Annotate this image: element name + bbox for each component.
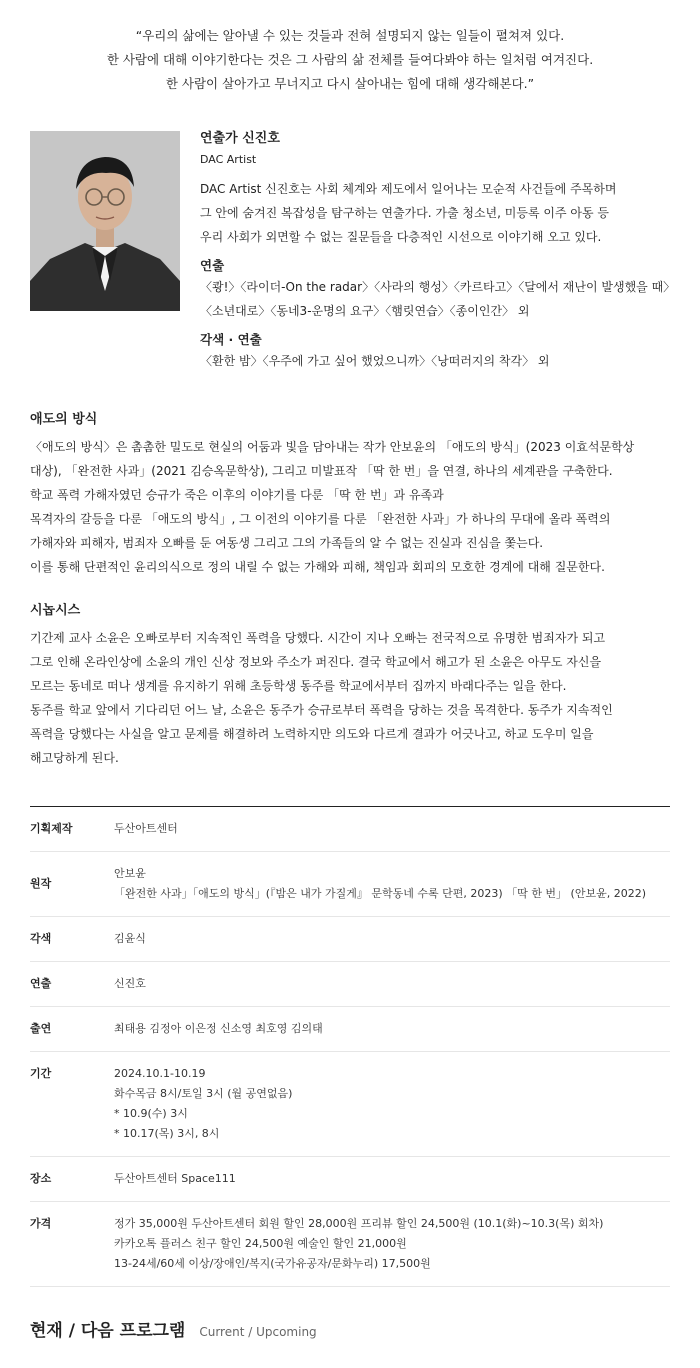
info-value: [114, 974, 146, 994]
info-value-line: 정가 35,000원 두산아트센터 회원 할인 28,000원 프리뷰 할인 24,500원 (10.1(화)~10.3(목) 회차): [114, 1217, 604, 1230]
synopsis-text: [30, 626, 675, 770]
text-line: 목격자의 갈등을 다룬 「애도의 방식」, 그 이전의 이야기를 다룬 「완전한 사과」가 하나의 무대에 올라 폭력의: [30, 512, 611, 526]
info-label: 연출: [30, 977, 52, 990]
directing-heading: 연출: [200, 258, 225, 273]
info-value-line: * 10.9(수) 3시: [114, 1107, 188, 1120]
adapt-heading: 각색 · 연출: [200, 332, 262, 347]
info-value-line: 신진호: [114, 977, 146, 990]
info-label: 장소: [30, 1172, 52, 1185]
artist-info: [200, 131, 675, 373]
bio-line: DAC Artist 신진호는 사회 체계와 제도에서 일어나는 모순적 사건들에 주목하며: [200, 182, 617, 196]
bio-line: 그 안에 숨겨진 복잡성을 탐구하는 연출가다. 가출 청소년, 미등록 이주 아동 등: [200, 206, 609, 220]
artist-portrait: [30, 131, 180, 311]
synopsis-heading: 시놉시스: [30, 603, 81, 618]
info-label: 기간: [30, 1067, 52, 1080]
info-value-line: 13-24세/60세 이상/장애인/복지(국가유공자/문화누리) 17,500원: [114, 1257, 431, 1270]
info-label: 기획제작: [30, 822, 73, 835]
program-section-title: 현재 / 다음 프로그램: [30, 1321, 186, 1341]
info-value-line: 김윤식: [114, 932, 146, 945]
artist-role: DAC Artist: [200, 153, 257, 166]
text-line: 기간제 교사 소윤은 오빠로부터 지속적인 폭력을 당했다. 시간이 지나 오빠는 전국적으로 유명한 범죄자가 되고: [30, 631, 606, 645]
artist-photo-image: [30, 131, 180, 311]
text-line: 폭력을 당했다는 사실을 알고 문제를 해결하려 노력하지만 의도와 다르게 결과가 어긋나고, 하교 도우미 일을: [30, 727, 594, 741]
text-line: 가해자와 피해자, 범죄자 오빠를 둔 여동생 그리고 그의 가족들의 알 수 없는 진실과 진심을 쫓는다.: [30, 536, 544, 550]
production-info-table: [30, 806, 670, 1287]
quote-line: “우리의 삶에는 알아낼 수 있는 것들과 전혀 설명되지 않는 일들이 펼쳐져 있다.: [135, 28, 565, 43]
info-value: [114, 1064, 292, 1144]
info-row-venue: [30, 1157, 670, 1202]
text-line: 해고당하게 된다.: [30, 751, 119, 765]
info-value: [114, 929, 146, 949]
info-value: [114, 1019, 323, 1039]
quote-line: 한 사람이 살아가고 무너지고 다시 살아내는 힘에 대해 생각해본다.”: [165, 76, 535, 91]
info-value-line: 2024.10.1-10.19: [114, 1067, 206, 1080]
info-value-line: * 10.17(목) 3시, 8시: [114, 1127, 220, 1140]
synopsis-section: [30, 602, 675, 770]
info-value: [114, 1169, 236, 1189]
info-label: 각색: [30, 932, 52, 945]
info-value-line: 두산아트센터 Space111: [114, 1172, 236, 1185]
info-value-line: 「완전한 사과」「애도의 방식」(『밤은 내가 가질게』 문학동네 수록 단편, 2023) 「딱 한 번」 (안보윤, 2022): [114, 887, 647, 900]
info-value: [114, 819, 178, 839]
text-line: 그로 인해 온라인상에 소윤의 개인 신상 정보와 주소가 퍼진다. 결국 학교에서 해고가 된 소윤은 아무도 자신을: [30, 655, 602, 669]
info-row-producer: [30, 807, 670, 852]
text-line: 학교 폭력 가해자였던 승규가 죽은 이후의 이야기를 다룬 「딱 한 번」과 유족과: [30, 488, 444, 502]
info-value: [114, 864, 646, 904]
info-row-original: [30, 852, 670, 917]
info-label: 가격: [30, 1217, 52, 1230]
info-label: 원작: [30, 877, 52, 890]
method-text: [30, 435, 675, 579]
info-row-period: [30, 1052, 670, 1157]
works-line: 〈소년대로〉〈동네3-운명의 요구〉〈햄릿연습〉〈종이인간〉 외: [200, 304, 530, 318]
text-line: 대상), 「완전한 사과」(2021 김승옥문학상), 그리고 미발표작 「딱 한 번」을 연결, 하나의 세계관을 구축한다.: [30, 464, 613, 478]
directing-works: [200, 275, 675, 323]
works-line: 〈환한 밤〉〈우주에 가고 싶어 했었으니까〉〈낭떠러지의 착각〉 외: [200, 354, 550, 368]
adapt-works: [200, 349, 675, 373]
program-section-header: [30, 1316, 317, 1341]
info-label: 출연: [30, 1022, 52, 1035]
method-section: [30, 411, 675, 579]
quote-line: 한 사람에 대해 이야기한다는 것은 그 사람의 삶 전체를 들여다봐야 하는 일처럼 여겨진다.: [106, 52, 594, 67]
info-value-line: 카카오톡 플러스 친구 할인 24,500원 예술인 할인 21,000원: [114, 1237, 407, 1250]
bio-line: 우리 사회가 외면할 수 없는 질문들을 다층적인 시선으로 이야기해 오고 있다.: [200, 230, 602, 244]
info-value-line: 안보윤: [114, 867, 146, 880]
info-row-director: [30, 962, 670, 1007]
info-value-line: 두산아트센터: [114, 822, 178, 835]
info-value-line: 화수목금 8시/토일 3시 (월 공연없음): [114, 1087, 293, 1100]
info-value-line: 최태용 김정아 이은정 신소영 최호영 김의태: [114, 1022, 323, 1035]
text-line: 이를 통해 단편적인 윤리의식으로 정의 내릴 수 없는 가해와 피해, 책임과 회피의 모호한 경계에 대해 질문한다.: [30, 560, 605, 574]
artist-bio: [200, 177, 675, 249]
artist-name: 연출가 신진호: [200, 131, 280, 146]
info-row-price: [30, 1202, 670, 1287]
text-line: 모르는 동네로 떠나 생계를 유지하기 위해 초등학생 동주를 학교에서부터 집까지 바래다주는 일을 한다.: [30, 679, 567, 693]
works-line: 〈쾅!〉〈라이더-On the radar〉〈사라의 행성〉〈카르타고〉〈달에서 재난이 발생했을 때〉: [200, 280, 676, 294]
info-row-cast: [30, 1007, 670, 1052]
text-line: 〈애도의 방식〉은 촘촘한 밀도로 현실의 어둠과 빛을 담아내는 작가 안보윤의 「애도의 방식」(2023 이효석문학상: [30, 440, 635, 454]
info-value: [114, 1214, 603, 1274]
info-row-adaptation: [30, 917, 670, 962]
text-line: 동주를 학교 앞에서 기다리던 어느 날, 소윤은 동주가 승규로부터 폭력을 당하는 것을 목격한다. 동주가 지속적인: [30, 703, 613, 717]
intro-quote: [30, 24, 670, 96]
method-heading: 애도의 방식: [30, 412, 98, 427]
program-section-subtitle: Current / Upcoming: [199, 1325, 317, 1339]
